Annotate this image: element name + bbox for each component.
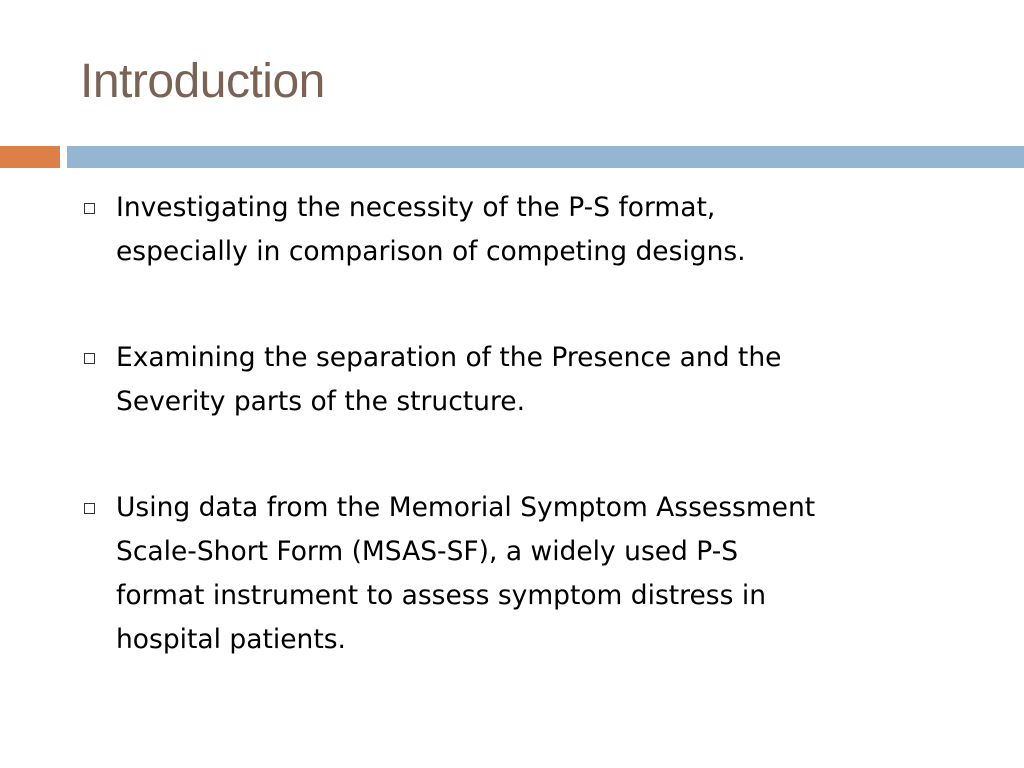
square-bullet-icon [84,203,95,214]
bullet-text-line: format instrument to assess symptom distress in [116,580,766,611]
bullet-text-line: Scale-Short Form (MSAS-SF), a widely used P-S [116,536,739,567]
square-bullet-icon [84,503,95,514]
accent-bar-blue [67,146,1024,168]
bullet-text-line: Investigating the necessity of the P-S format, [116,192,716,223]
bullet-list [80,186,980,662]
slide-title: Introduction [80,55,325,108]
bullet-text-line: Examining the separation of the Presence and the [116,342,782,373]
bullet-text-line: Severity parts of the structure. [116,386,526,417]
square-bullet-icon [84,353,95,364]
bullet-item [80,486,980,662]
accent-bar-orange [0,146,60,168]
bullet-item [80,186,980,274]
bullet-text-line: especially in comparison of competing designs. [116,236,746,267]
bullet-text-line: Using data from the Memorial Symptom Assessment [116,492,816,523]
bullet-item [80,336,980,424]
bullet-text-line: hospital patients. [116,624,346,655]
